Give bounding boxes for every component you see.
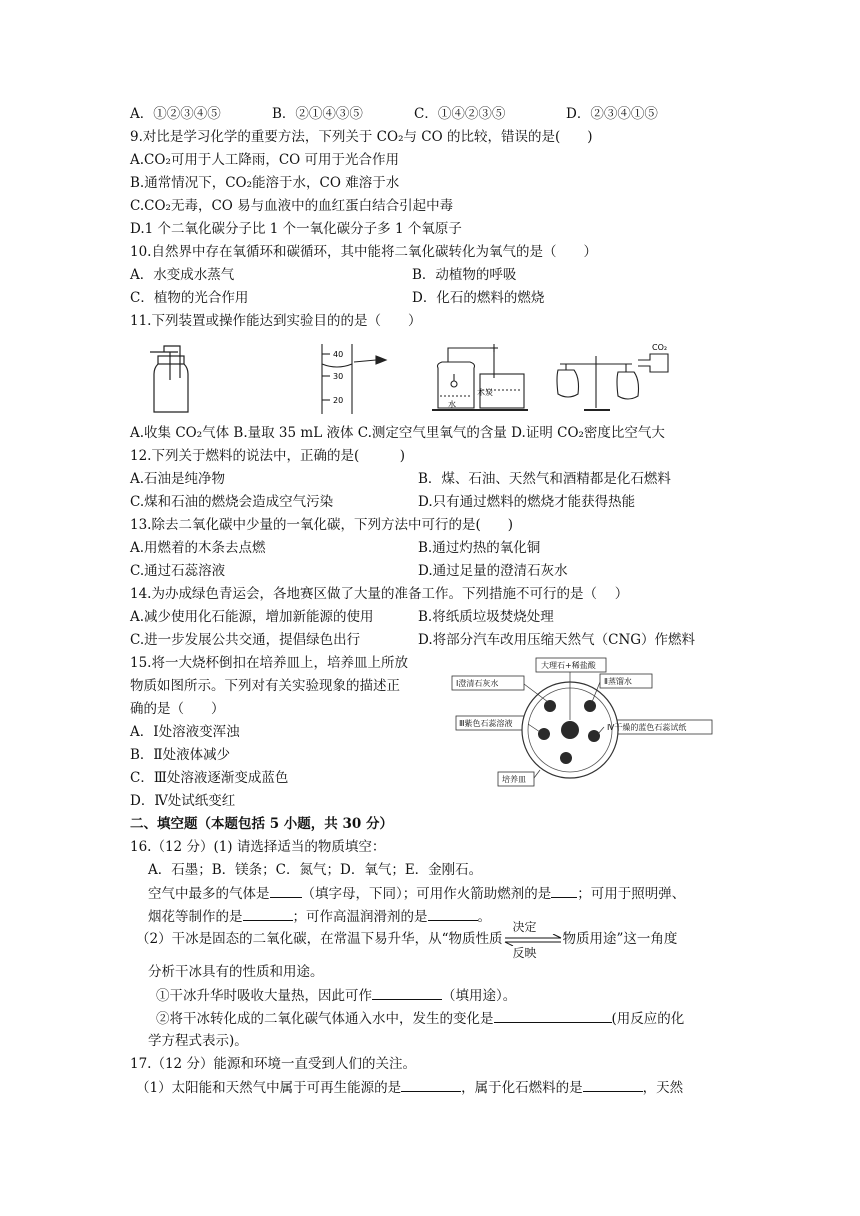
q11-stem: 11.下列装置或操作能达到实验目的的是（ ）	[130, 313, 422, 329]
section-2-heading: 二、填空题（本题包括 5 小题，共 30 分）	[130, 816, 393, 832]
q15-stem-line2: 物质如图所示。下列对有关实验现象的描述正	[130, 678, 400, 694]
q13-stem: 13.除去二氧化碳中少量的一氧化碳，下列方法中可行的是( )	[130, 517, 514, 533]
q10-option-a: A．水变成水蒸气	[130, 267, 235, 283]
blank-dry-ice-use[interactable]	[372, 985, 442, 1000]
arrow-top-label: 决定	[512, 920, 537, 934]
co2-balance-figure	[557, 354, 668, 410]
petri-dish-figure	[448, 654, 718, 798]
q14-option-d: D.将部分汽车改用压缩天然气（CNG）作燃料	[418, 632, 696, 648]
blank-renewable[interactable]	[401, 1077, 461, 1092]
q14-option-c: C.进一步发展公共交通，提倡绿色出行	[130, 632, 361, 648]
q16-l1c: ；可用于照明弹、	[577, 886, 686, 902]
q17-l1c: ，天然	[642, 1080, 684, 1096]
q16-p2c: 分析干冰具有的性质和用途。	[148, 964, 324, 980]
q16-head: 16.（12 分）(1) 请选择适当的物质填空：	[130, 839, 386, 855]
q15-option-c: C．Ⅲ处溶液逐渐变成蓝色	[130, 770, 289, 786]
q12-option-a: A.石油是纯净物	[130, 471, 226, 487]
arrow-bottom-label: 反映	[512, 946, 537, 960]
q14-option-b: B.将纸质垃圾焚烧处理	[418, 609, 554, 625]
q17-head: 17.（12 分）能源和环境一直受到人们的关注。	[130, 1056, 416, 1072]
q16-line2	[148, 906, 491, 927]
measuring-cylinder-figure	[322, 344, 386, 414]
q8-option-d: D．②③④①⑤	[566, 106, 658, 122]
q9-option-d: D.1 个二氧化碳分子比 1 个一氧化碳分子多 1 个氧原子	[130, 221, 462, 237]
q16-s1a: ①干冰升华时吸收大量热，因此可作	[156, 988, 372, 1004]
q15-option-a: A．Ⅰ处溶液变浑浊	[130, 724, 240, 740]
fig-label-dish: 培养皿	[502, 775, 526, 784]
q17-line1	[136, 1077, 683, 1098]
q16-part2-line	[136, 920, 678, 960]
q9-option-c: C.CO₂无毒，CO 易与血液中的血红蛋白结合引起中毒	[130, 198, 454, 214]
q14-option-a: A.减少使用化石能源，增加新能源的使用	[130, 609, 374, 625]
q16-p2b: 物质用途”这一角度	[562, 931, 678, 947]
q14-stem: 14.为办成绿色青运会，各地赛区做了大量的准备工作。下列措施不可行的是（ ）	[130, 586, 629, 602]
q16-l1a: 空气中最多的气体是	[148, 886, 270, 902]
q11-options: A.收集 CO₂气体 B.量取 35 mL 液体 C.测定空气里氧气的含量 D.证明 CO₂密度比空气大	[130, 425, 665, 441]
q13-option-a: A.用燃着的木条去点燃	[130, 540, 266, 556]
blank-rocket[interactable]	[551, 883, 577, 898]
q15-option-d: D．Ⅳ处试纸变红	[130, 793, 236, 809]
blank-equation[interactable]	[494, 1008, 612, 1023]
blank-lubricant[interactable]	[428, 906, 478, 921]
q12-option-b: B．煤、石油、天然气和酒精都是化石燃料	[418, 471, 671, 487]
blank-flare[interactable]	[243, 906, 293, 921]
q16-s1b: （填用途）。	[442, 988, 517, 1004]
q9-option-b: B.通常情况下，CO₂能溶于水，CO 难溶于水	[130, 175, 400, 191]
cylinder-label-40: 40	[333, 350, 344, 359]
blank-fossil[interactable]	[583, 1077, 643, 1092]
q16-l2a: 烟花等制作的是	[148, 909, 243, 925]
q16-l2b: ；可作高温润滑剂的是	[292, 909, 428, 925]
q13-option-d: D.通过足量的澄清石灰水	[418, 563, 568, 579]
blank-most-gas[interactable]	[270, 883, 302, 898]
q16-p2a: （2）干冰是固态的二氧化碳，在常温下易升华，从“物质性质	[136, 931, 503, 947]
q12-option-d: D.只有通过燃料的燃烧才能获得热能	[418, 494, 636, 510]
q17-l1a: （1）太阳能和天然气中属于可再生能源的是	[136, 1080, 402, 1096]
q16-s2c: 学方程式表示)。	[148, 1033, 248, 1049]
fig-label-iii: Ⅲ紫色石蕊溶液	[459, 719, 513, 728]
q11-apparatus-figures	[140, 338, 700, 422]
q16-line1	[148, 883, 685, 904]
q16-choices: A．石墨；B．镁条；C．氮气；D．氧气；E．金刚石。	[148, 862, 483, 878]
q10-option-d: D．化石的燃料的燃烧	[412, 290, 545, 306]
cylinder-label-20: 20	[333, 396, 344, 405]
fig-label-iv: Ⅳ干燥的蓝色石蕊试纸	[607, 723, 687, 732]
q12-option-c: C.煤和石油的燃烧会造成空气污染	[130, 494, 334, 510]
q16-s2a: ②将干冰转化成的二氧化碳气体通入水中，发生的变化是	[156, 1011, 494, 1027]
q15-option-b: B．Ⅱ处液体减少	[130, 747, 231, 763]
oxygen-apparatus-figure	[432, 344, 528, 410]
q10-stem: 10.自然界中存在氧循环和碳循环，其中能将二氧化碳转化为氧气的是（ ）	[130, 244, 597, 260]
q16-sub2	[156, 1008, 684, 1029]
q10-option-b: B．动植物的呼吸	[412, 267, 517, 283]
q17-l1b: ，属于化石燃料的是	[461, 1080, 583, 1096]
q16-l2c: 。	[477, 909, 491, 925]
q12-stem: 12.下列关于燃料的说法中，正确的是( )	[130, 448, 406, 464]
q16-l1b: （填字母，下同）；可用作火箭助燃剂的是	[301, 886, 552, 902]
q8-option-c: C．①④②③⑤	[414, 106, 506, 122]
q9-option-a: A.CO₂可用于人工降雨，CO 可用于光合作用	[130, 152, 400, 168]
q9-stem: 9.对比是学习化学的重要方法，下列关于 CO₂与 CO 的比较，错误的是( )	[130, 129, 593, 145]
q15-stem-line3: 确的是（ ）	[130, 701, 225, 717]
q13-option-c: C.通过石蕊溶液	[130, 563, 226, 579]
decide-reflect-arrow	[503, 920, 563, 960]
q8-option-b: B．②①④③⑤	[272, 106, 363, 122]
q13-option-b: B.通过灼热的氧化铜	[418, 540, 541, 556]
q16-s2b: (用反应的化	[611, 1011, 685, 1027]
gas-bottle-figure	[150, 346, 188, 412]
q8-option-a: A．①②③④⑤	[130, 106, 221, 122]
water-label: 水	[448, 400, 456, 409]
wood-label: 木炭	[477, 388, 493, 397]
q16-sub1	[156, 985, 516, 1006]
cylinder-label-30: 30	[333, 372, 344, 381]
q15-stem-line1: 15.将一大烧杯倒扣在培养皿上，培养皿上所放	[130, 655, 408, 671]
q10-option-c: C．植物的光合作用	[130, 290, 249, 306]
fig-label-i: Ⅰ澄清石灰水	[456, 679, 499, 688]
fig-label-ii: Ⅱ蒸馏水	[604, 677, 632, 686]
co2-label: CO₂	[652, 343, 668, 352]
fig-label-top: 大理石+稀盐酸	[541, 661, 596, 670]
